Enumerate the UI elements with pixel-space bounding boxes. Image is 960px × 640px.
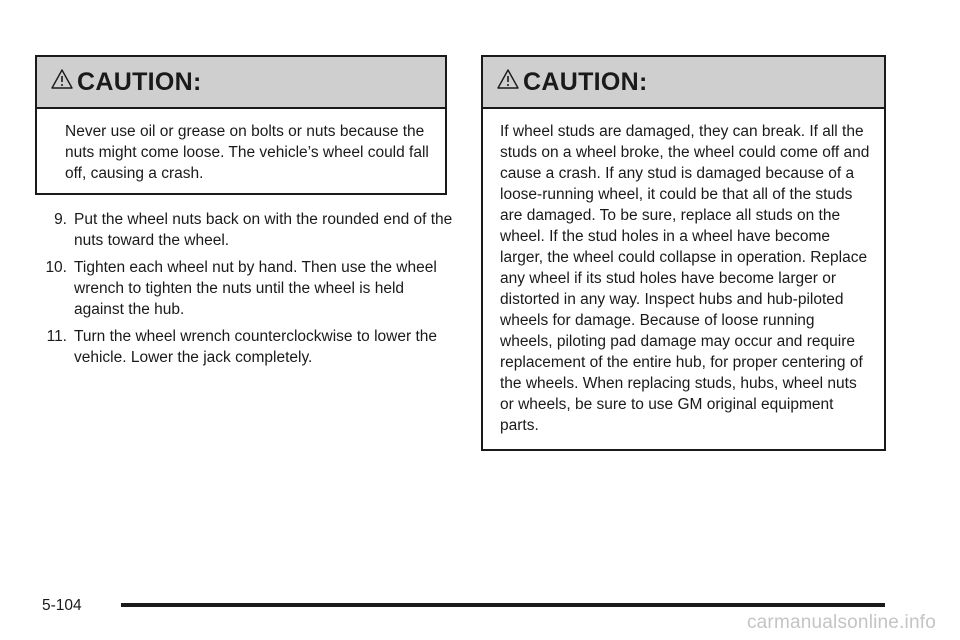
step-item (35, 326, 455, 368)
watermark: carmanualsonline.info (746, 612, 936, 633)
step-number: 10. (45, 259, 67, 276)
step-item (35, 257, 455, 320)
step-text: Tighten each wheel nut by hand. Then use the wheel wrench to tighten the nuts until the wheel is held against the hub. (74, 259, 437, 318)
caution-title-right: CAUTION: (523, 67, 648, 96)
step-number: 9. (54, 211, 67, 228)
caution-text-left: Never use oil or grease on bolts or nuts because the nuts might come loose. The vehicle’s wheel could fall off, causing a crash. (65, 123, 429, 182)
caution-text-right: If wheel studs are damaged, they can break. If all the studs on a wheel broke, the wheel could come off and cause a crash. If any stud is damaged because of a loose-running wheel, it could be that all of the studs are damaged. To be sure, replace all studs on the wheel. If the stud holes in a wheel have become larger, the wheel could collapse in operation. Replace any wheel if its stud holes have become larger or distorted in any way. Inspect hubs and hub-piloted wheels for damage. Because of loose running wheels, piloting pad damage may occur and require replacement of the entire hub, for proper centering of the wheels. When replacing studs, hubs, wheel nuts or wheels, be sure to use GM original equipment parts. (500, 123, 870, 434)
footer-divider (121, 603, 885, 607)
step-number: 11. (46, 328, 67, 345)
caution-box-right (481, 55, 886, 451)
warning-triangle-icon (497, 68, 519, 90)
procedure-steps (35, 209, 455, 374)
caution-header-left (37, 57, 445, 109)
page-number: 5-104 (42, 597, 82, 614)
step-text: Put the wheel nuts back on with the rounded end of the nuts toward the wheel. (74, 211, 453, 249)
caution-title-left: CAUTION: (77, 67, 202, 96)
warning-triangle-icon (51, 68, 73, 90)
step-text: Turn the wheel wrench counterclockwise to lower the vehicle. Lower the jack completely. (74, 328, 437, 366)
caution-header-right (483, 57, 884, 109)
step-item (35, 209, 455, 251)
caution-box-left (35, 55, 447, 195)
